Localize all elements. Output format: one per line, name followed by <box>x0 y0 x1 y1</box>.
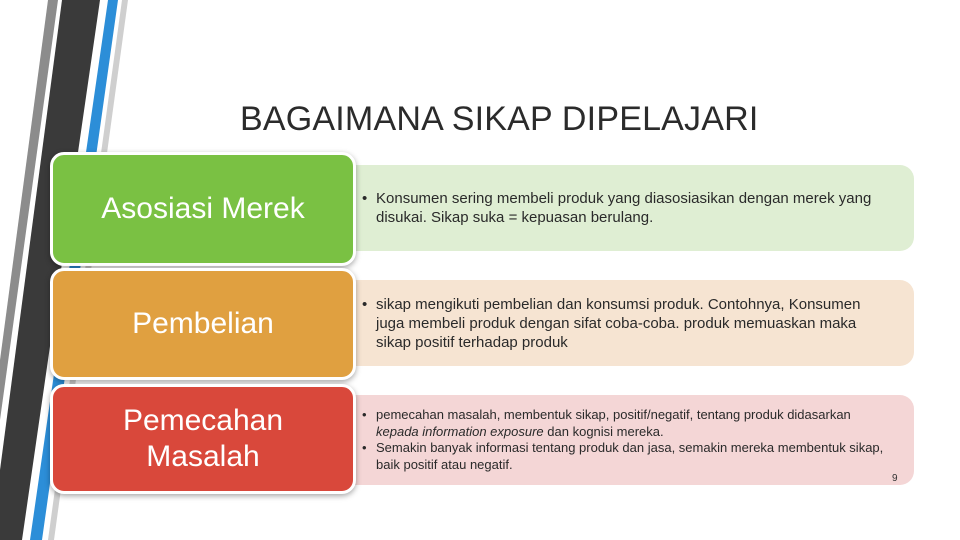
row-2-label <box>50 268 356 380</box>
row-3-label-line-2: Masalah <box>146 440 260 473</box>
row-3-description <box>338 395 914 485</box>
row-2-bullets <box>362 295 892 352</box>
row-2-description <box>338 280 914 366</box>
row-3-bullet-1-emphasis: kepada information exposure <box>376 423 544 439</box>
row-3-label <box>50 384 356 494</box>
page-number: 9 <box>892 473 898 484</box>
row-2-label-text: Pembelian <box>132 307 274 340</box>
row-1-label-text: Asosiasi Merek <box>101 192 305 225</box>
slide-title: BAGAIMANA SIKAP DIPELAJARI <box>240 100 759 138</box>
row-3-bullet-1-text-b: dan kognisi mereka. <box>543 423 664 439</box>
row-3-bullets <box>362 407 892 473</box>
row-3-bullet-2: • Semakin banyak informasi tentang produk dan jasa, semakin mereka membentuk sikap, baik positif atau negatif. <box>362 440 892 473</box>
row-2-bullet: • sikap mengikuti pembelian dan konsumsi produk. Contohnya, Konsumen juga membeli produk dengan sifat coba-coba. produk memuaskan maka sikap positif terhadap produk <box>362 295 892 352</box>
row-1-description <box>338 165 914 251</box>
row-1-bullets <box>362 189 892 227</box>
row-3-bullet-1-text-a: pemecahan masalah, membentuk sikap, positif/negatif, tentang produk didasarkan <box>376 407 851 422</box>
row-3-label-line-1: Pemecahan <box>122 404 284 437</box>
row-3-bullet-1 <box>362 407 892 440</box>
row-1-label <box>50 152 356 266</box>
row-1-bullet: • Konsumen sering membeli produk yang diasosiasikan dengan merek yang disukai. Sikap suka = kepuasan berulang. <box>362 189 892 227</box>
